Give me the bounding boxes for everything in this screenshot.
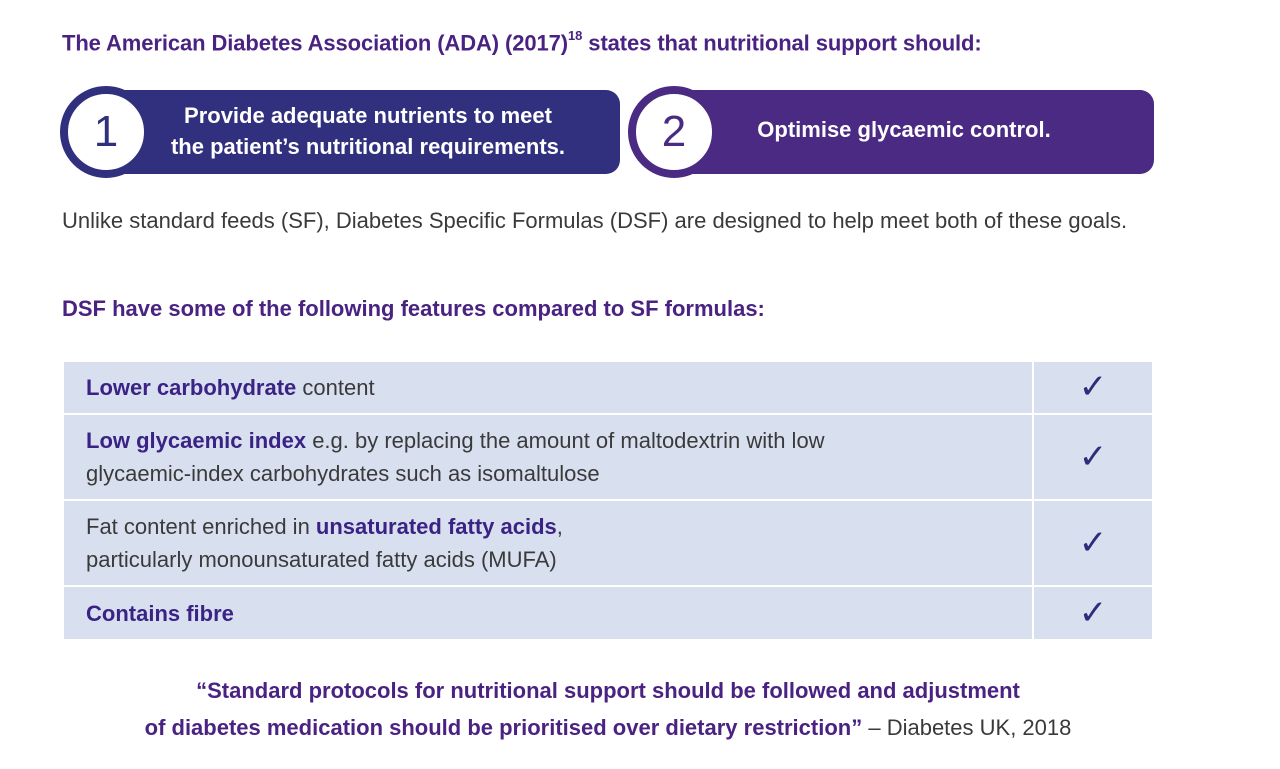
feature-text-line-2: glycaemic-index carbohydrates such as isomaltulose xyxy=(86,461,600,486)
goal-1-number-badge xyxy=(60,86,152,178)
check-icon: ✓ xyxy=(1033,414,1153,500)
intro-paragraph: Unlike standard feeds (SF), Diabetes Specific Formulas (DSF) are designed to help meet both of these goals. xyxy=(62,208,1128,233)
goal-1-number: 1 xyxy=(93,107,119,156)
goal-1-line-2: the patient’s nutritional requirements. xyxy=(170,134,565,159)
features-table xyxy=(62,360,1154,641)
table-row xyxy=(63,361,1153,414)
goal-2-banner xyxy=(654,90,1154,174)
feature-cell xyxy=(63,414,1033,500)
page-heading xyxy=(62,30,982,56)
goal-1-banner xyxy=(86,90,620,174)
quote-block xyxy=(62,672,1154,746)
quote-line-1: “Standard protocols for nutritional support should be followed and adjustment xyxy=(196,678,1020,703)
goal-1-text xyxy=(156,100,580,162)
feature-text-prefix: Fat content enriched in xyxy=(86,514,316,539)
feature-cell xyxy=(63,361,1033,414)
table-row xyxy=(63,500,1153,586)
feature-text: content xyxy=(296,375,375,400)
goal-2-number-badge xyxy=(628,86,720,178)
table-row xyxy=(63,586,1153,640)
table-row xyxy=(63,414,1153,500)
feature-text: , xyxy=(556,514,563,539)
quote-source: – Diabetes UK, 2018 xyxy=(862,715,1072,740)
feature-cell xyxy=(63,586,1033,640)
feature-text: e.g. by replacing the amount of maltodextrin with low xyxy=(306,428,825,453)
goal-1-line-1: Provide adequate nutrients to meet xyxy=(184,103,552,128)
quote-line-2: of diabetes medication should be prioritised over dietary restriction” xyxy=(144,715,863,740)
goal-2-number: 2 xyxy=(661,107,687,156)
feature-highlight: Lower carbohydrate xyxy=(86,375,297,400)
heading-reference: 18 xyxy=(568,28,583,43)
feature-cell xyxy=(63,500,1033,586)
heading-suffix: states that nutritional support should: xyxy=(582,30,982,56)
feature-highlight: Contains fibre xyxy=(86,600,234,626)
feature-highlight: unsaturated fatty acids xyxy=(315,514,557,539)
features-subheading: DSF have some of the following features compared to SF formulas: xyxy=(62,296,765,321)
check-icon: ✓ xyxy=(1033,500,1153,586)
check-icon: ✓ xyxy=(1033,361,1153,414)
goal-2-text: Optimise glycaemic control. xyxy=(757,117,1051,142)
heading-text: The American Diabetes Association (ADA) (2017) xyxy=(62,30,569,56)
feature-text-line-2: particularly monounsaturated fatty acids (MUFA) xyxy=(86,547,557,572)
check-icon: ✓ xyxy=(1033,586,1153,640)
feature-highlight: Low glycaemic index xyxy=(86,428,307,453)
